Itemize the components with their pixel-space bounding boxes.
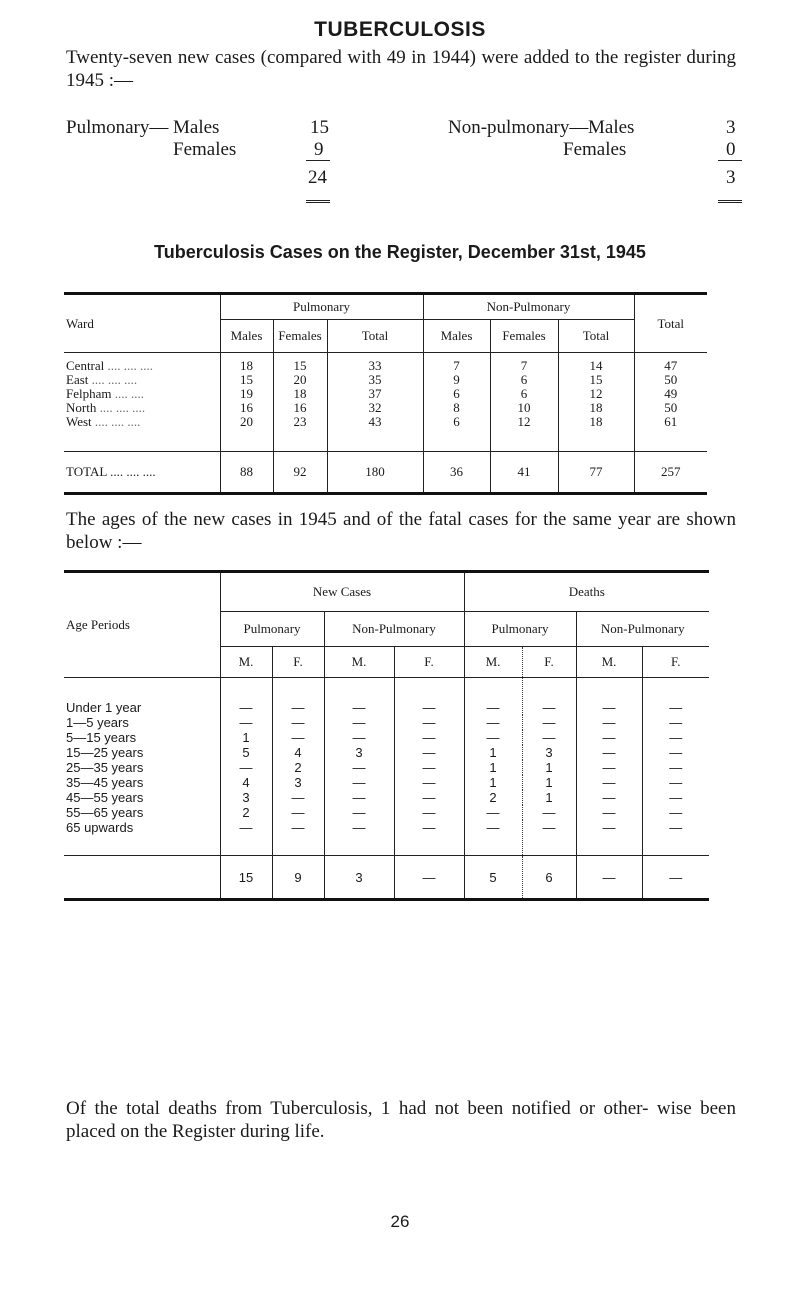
deaths-pulmonary-header: Pulmonary (464, 612, 576, 647)
pulm-males-header: Males (220, 320, 273, 353)
cell-new-pulm-m: 2 (220, 805, 272, 820)
deaths-non-pulmonary-header: Non-Pulmonary (576, 612, 709, 647)
total-death-nonpulm-m: — (576, 856, 642, 900)
ages-intro-paragraph: The ages of the new cases in 1945 and of the fatal cases for the same year are shown below :— (66, 509, 736, 553)
cell-death-pulm-f: — (522, 730, 576, 745)
cell-death-nonpulm-f: — (642, 805, 709, 820)
cell-new-pulm-f: — (272, 790, 324, 805)
age-period: 25—35 years (66, 760, 144, 775)
nonpulmonary-label: Non-pulmonary— (448, 117, 589, 138)
cell-nm: 7 (423, 353, 490, 374)
new-nonpulm-f-header: F. (394, 647, 464, 678)
age-row (64, 745, 709, 760)
total-label: TOTAL (66, 464, 107, 479)
nonpulmonary-total-value: 3 (726, 167, 736, 188)
cell-new-nonpulm-m: — (324, 775, 394, 790)
total-nm: 36 (423, 452, 490, 494)
cell-pm: 18 (220, 353, 273, 374)
cell-death-pulm-m: 2 (464, 790, 522, 805)
intro-paragraph: Twenty-seven new cases (compared with 49 in 1944) were added to the register during 1945 :— (66, 47, 736, 91)
cell-death-nonpulm-m: — (576, 790, 642, 805)
death-pulm-f-header: F. (522, 647, 576, 678)
nonpulmonary-females-label: Females (563, 139, 627, 160)
cell-pt: 43 (327, 415, 423, 452)
age-row (64, 730, 709, 745)
grand-total-header: Total (634, 294, 707, 353)
cell-new-nonpulm-m: — (324, 760, 394, 775)
age-row (64, 805, 709, 820)
ward-name: West (66, 414, 92, 429)
cell-nf: 7 (490, 353, 558, 374)
cell-new-nonpulm-m: — (324, 790, 394, 805)
register-total-row (64, 452, 707, 494)
cell-new-pulm-m: 5 (220, 745, 272, 760)
cell-pf: 15 (273, 353, 327, 374)
cell-total: 50 (634, 401, 707, 415)
nonpulmonary-sum-rule (718, 160, 742, 161)
ward-dots: .... .... .... (99, 400, 146, 415)
cell-death-pulm-f: — (522, 805, 576, 820)
cell-pf: 20 (273, 373, 327, 387)
total-nf: 41 (490, 452, 558, 494)
cell-pf: 16 (273, 401, 327, 415)
register-row (64, 415, 707, 452)
cell-death-pulm-f: — (522, 678, 576, 716)
cell-new-pulm-m: 1 (220, 730, 272, 745)
nonpulmonary-males-label: Males (588, 117, 635, 138)
new-cases-header: New Cases (220, 572, 464, 612)
deaths-header: Deaths (464, 572, 709, 612)
register-title: Tuberculosis Cases on the Register, December 31st, 1945 (154, 242, 646, 262)
cell-death-nonpulm-m: — (576, 805, 642, 820)
total-death-pulm-m: 5 (464, 856, 522, 900)
pulmonary-total-rule (306, 200, 330, 203)
cell-new-nonpulm-f: — (394, 790, 464, 805)
total-new-nonpulm-m: 3 (324, 856, 394, 900)
cell-death-nonpulm-f: — (642, 715, 709, 730)
ward-dots: .... .... (114, 386, 144, 401)
ward-name-cell (64, 353, 220, 374)
cell-new-pulm-m: — (220, 678, 272, 716)
ages-total-row (64, 856, 709, 900)
cell-death-pulm-m: — (464, 678, 522, 716)
cell-new-nonpulm-f: — (394, 678, 464, 716)
cell-nm: 9 (423, 373, 490, 387)
cell-death-pulm-f: 1 (522, 790, 576, 805)
age-period: Under 1 year (66, 700, 142, 715)
age-row (64, 775, 709, 790)
new-nonpulm-m-header: M. (324, 647, 394, 678)
cell-new-pulm-f: 4 (272, 745, 324, 760)
nonpulmonary-females-value: 0 (726, 139, 736, 160)
age-period: 55—65 years (66, 805, 144, 820)
ward-name-cell (64, 387, 220, 401)
cell-pm: 19 (220, 387, 273, 401)
cell-death-pulm-f: — (522, 820, 576, 856)
cell-nt: 15 (558, 373, 634, 387)
cell-pm: 16 (220, 401, 273, 415)
register-row (64, 387, 707, 401)
cell-new-pulm-m: — (220, 760, 272, 775)
cell-new-nonpulm-f: — (394, 775, 464, 790)
cell-new-nonpulm-m: — (324, 730, 394, 745)
cell-death-pulm-m: — (464, 730, 522, 745)
nonpulm-females-header: Females (490, 320, 558, 353)
age-period: 15—25 years (66, 745, 144, 760)
register-row (64, 353, 707, 374)
ward-name-cell (64, 373, 220, 387)
non-pulmonary-header: Non-Pulmonary (423, 294, 634, 320)
age-period: 45—55 years (66, 790, 144, 805)
cell-total: 61 (634, 415, 707, 452)
total-nt: 77 (558, 452, 634, 494)
total-pf: 92 (273, 452, 327, 494)
cell-nt: 18 (558, 415, 634, 452)
cell-new-nonpulm-m: — (324, 805, 394, 820)
ward-name: Felpham (66, 386, 112, 401)
cell-death-nonpulm-m: — (576, 760, 642, 775)
cell-death-pulm-m: — (464, 820, 522, 856)
age-period: 65 upwards (64, 820, 220, 856)
cell-new-nonpulm-m: — (324, 678, 394, 716)
total-death-nonpulm-f: — (642, 856, 709, 900)
pulmonary-females-label: Females (173, 139, 237, 160)
nonpulmonary-males-value: 3 (726, 117, 736, 138)
nonpulmonary-total-rule (718, 200, 742, 203)
ward-dots: .... .... .... (94, 414, 141, 429)
cell-new-pulm-f: 2 (272, 760, 324, 775)
cell-death-nonpulm-f: — (642, 820, 709, 856)
pulm-females-header: Females (273, 320, 327, 353)
cell-death-nonpulm-f: — (642, 775, 709, 790)
cell-death-nonpulm-f: — (642, 790, 709, 805)
total-pm: 88 (220, 452, 273, 494)
cell-new-nonpulm-f: — (394, 715, 464, 730)
cell-total: 47 (634, 353, 707, 374)
age-periods-header: Age Periods (64, 572, 220, 678)
cell-new-nonpulm-m: — (324, 820, 394, 856)
cell-total: 50 (634, 373, 707, 387)
cell-new-nonpulm-f: — (394, 820, 464, 856)
cell-new-nonpulm-f: — (394, 760, 464, 775)
cell-pm: 15 (220, 373, 273, 387)
closing-paragraph: Of the total deaths from Tuberculosis, 1 had not been notified or other- wise been placed on the Register during life. (66, 1098, 736, 1142)
age-period: 35—45 years (66, 775, 144, 790)
register-table (64, 292, 707, 495)
new-pulm-f-header: F. (272, 647, 324, 678)
cell-death-pulm-f: 1 (522, 760, 576, 775)
register-row (64, 373, 707, 387)
cell-pt: 33 (327, 353, 423, 374)
page-number: 26 (390, 1212, 410, 1231)
pulm-total-header: Total (327, 320, 423, 353)
cell-death-pulm-m: 1 (464, 745, 522, 760)
cell-new-pulm-f: 3 (272, 775, 324, 790)
total-pt: 180 (327, 452, 423, 494)
cell-new-pulm-f: — (272, 730, 324, 745)
cell-death-nonpulm-m: — (576, 715, 642, 730)
new-pulm-m-header: M. (220, 647, 272, 678)
cell-death-nonpulm-m: — (576, 678, 642, 716)
pulmonary-label: Pulmonary— (66, 117, 169, 138)
ward-dots: .... .... .... (91, 372, 138, 387)
cell-nf: 10 (490, 401, 558, 415)
cell-death-pulm-m: 1 (464, 760, 522, 775)
cell-new-pulm-m: — (220, 715, 272, 730)
cell-death-nonpulm-f: — (642, 678, 709, 716)
age-row (64, 760, 709, 775)
ward-header: Ward (64, 294, 220, 353)
death-pulm-m-header: M. (464, 647, 522, 678)
new-pulmonary-header: Pulmonary (220, 612, 324, 647)
cell-death-nonpulm-m: — (576, 730, 642, 745)
cell-pt: 35 (327, 373, 423, 387)
cell-death-nonpulm-m: — (576, 775, 642, 790)
cell-death-nonpulm-m: — (576, 820, 642, 856)
cell-new-pulm-f: — (272, 820, 324, 856)
age-row (64, 790, 709, 805)
death-nonpulm-m-header: M. (576, 647, 642, 678)
ward-dots: .... .... .... (107, 358, 154, 373)
ages-total-label (64, 856, 220, 900)
cell-nm: 8 (423, 401, 490, 415)
total-label-cell (64, 452, 220, 494)
pulmonary-total-value: 24 (308, 167, 327, 188)
cell-pt: 32 (327, 401, 423, 415)
cell-new-pulm-m: — (220, 820, 272, 856)
total-new-nonpulm-f: — (394, 856, 464, 900)
cell-new-pulm-f: — (272, 805, 324, 820)
cell-death-pulm-m: — (464, 805, 522, 820)
cell-new-nonpulm-f: — (394, 805, 464, 820)
cell-nf: 12 (490, 415, 558, 452)
pulmonary-header: Pulmonary (220, 294, 423, 320)
cell-nf: 6 (490, 387, 558, 401)
cell-nf: 6 (490, 373, 558, 387)
cell-death-pulm-f: 3 (522, 745, 576, 760)
cell-death-nonpulm-m: — (576, 745, 642, 760)
cell-death-pulm-m: — (464, 715, 522, 730)
cell-death-pulm-f: 1 (522, 775, 576, 790)
cell-new-nonpulm-f: — (394, 745, 464, 760)
cell-new-pulm-f: — (272, 715, 324, 730)
cell-new-nonpulm-m: — (324, 715, 394, 730)
ages-table (64, 570, 709, 901)
pulmonary-males-label: Males (173, 117, 220, 138)
pulmonary-males-value: 15 (310, 117, 329, 138)
cell-death-nonpulm-f: — (642, 760, 709, 775)
total-new-pulm-f: 9 (272, 856, 324, 900)
pulmonary-females-value: 9 (314, 139, 324, 160)
ward-name-cell (64, 415, 220, 452)
cell-new-nonpulm-f: — (394, 730, 464, 745)
new-non-pulmonary-header: Non-Pulmonary (324, 612, 464, 647)
cell-pf: 23 (273, 415, 327, 452)
cell-new-nonpulm-m: 3 (324, 745, 394, 760)
cell-new-pulm-m: 4 (220, 775, 272, 790)
cell-pm: 20 (220, 415, 273, 452)
total-death-pulm-f: 6 (522, 856, 576, 900)
cell-death-nonpulm-f: — (642, 745, 709, 760)
ward-name: North (66, 400, 97, 415)
cell-pf: 18 (273, 387, 327, 401)
total-dots: .... .... .... (110, 464, 156, 479)
cell-nm: 6 (423, 415, 490, 452)
ward-name-cell (64, 401, 220, 415)
age-row (64, 678, 709, 716)
cell-new-pulm-m: 3 (220, 790, 272, 805)
cell-nt: 14 (558, 353, 634, 374)
pulmonary-sum-rule (306, 160, 330, 161)
register-row (64, 401, 707, 415)
death-nonpulm-f-header: F. (642, 647, 709, 678)
cell-nm: 6 (423, 387, 490, 401)
total-new-pulm-m: 15 (220, 856, 272, 900)
age-period: 5—15 years (66, 730, 137, 745)
age-row (64, 820, 709, 856)
cell-total: 49 (634, 387, 707, 401)
nonpulm-males-header: Males (423, 320, 490, 353)
ward-name: East (66, 372, 89, 387)
cell-new-pulm-f: — (272, 678, 324, 716)
ward-name: Central (66, 358, 105, 373)
age-row (64, 715, 709, 730)
cell-death-pulm-m: 1 (464, 775, 522, 790)
cell-death-nonpulm-f: — (642, 730, 709, 745)
cell-nt: 12 (558, 387, 634, 401)
total-grand: 257 (634, 452, 707, 494)
age-period: 1—5 years (66, 715, 129, 730)
page-title: TUBERCULOSIS (314, 18, 486, 41)
cell-pt: 37 (327, 387, 423, 401)
cell-nt: 18 (558, 401, 634, 415)
cell-death-pulm-f: — (522, 715, 576, 730)
nonpulm-total-header: Total (558, 320, 634, 353)
